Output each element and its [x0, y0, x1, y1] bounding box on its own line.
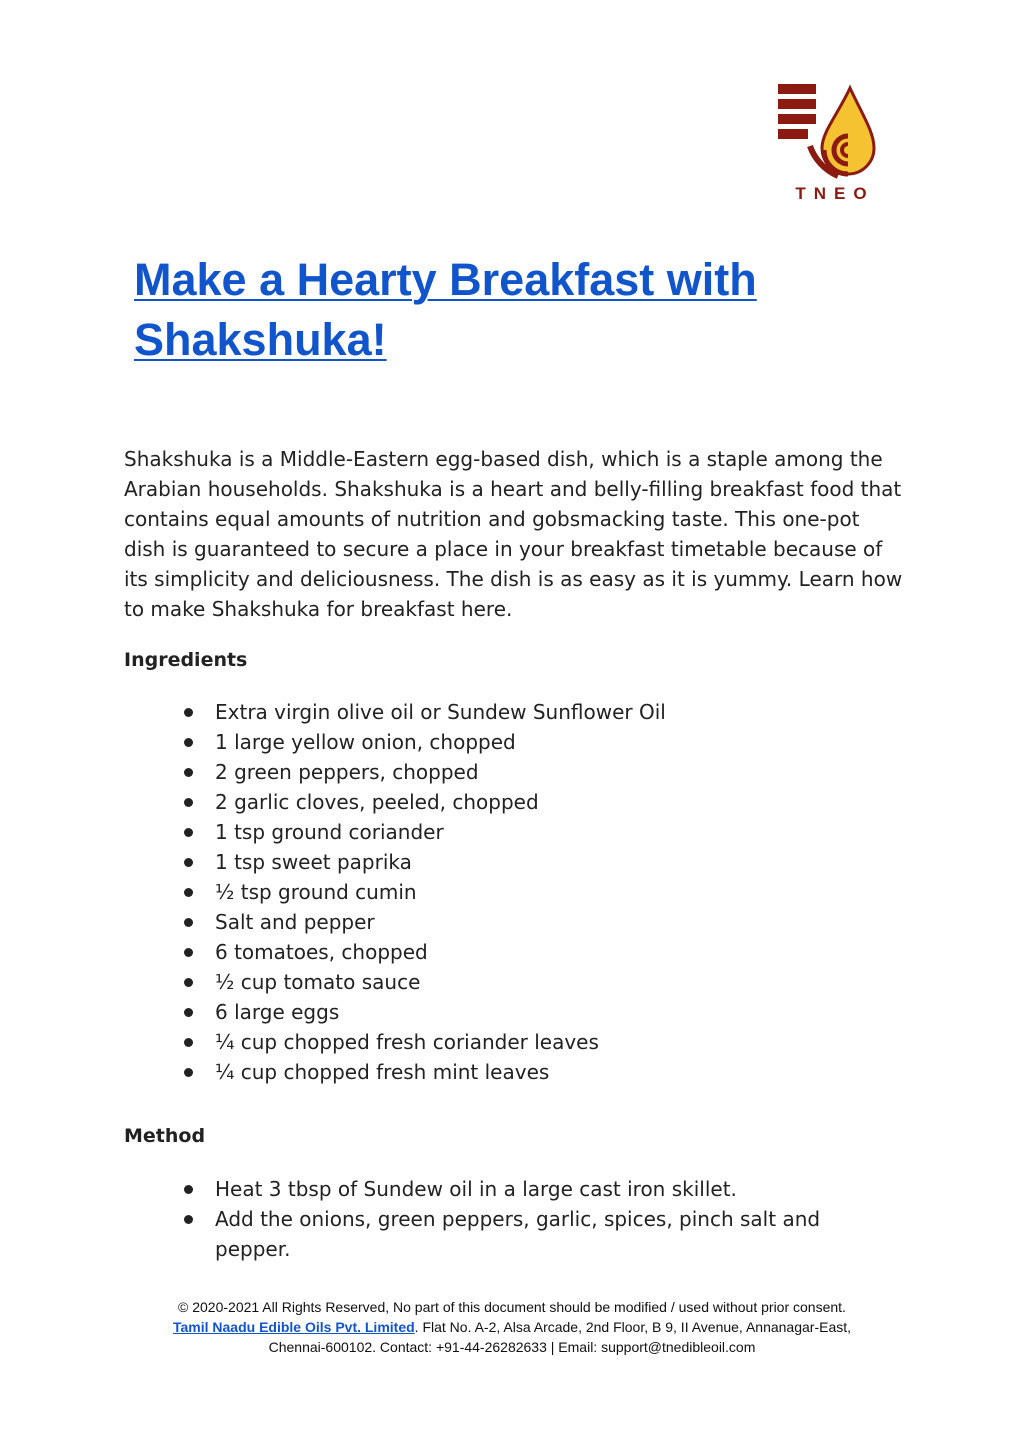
- ingredient-item: Salt and pepper: [181, 907, 881, 937]
- ingredient-item: 1 tsp sweet paprika: [181, 847, 881, 877]
- ingredient-item: Extra virgin olive oil or Sundew Sunflower Oil: [181, 697, 881, 727]
- ingredient-item: 6 large eggs: [181, 997, 881, 1027]
- ingredient-item: 1 tsp ground coriander: [181, 817, 881, 847]
- copyright-text: © 2020-2021 All Rights Reserved, No part of this document should be modified / used without prior consent.: [178, 1299, 846, 1315]
- ingredient-item: 6 tomatoes, chopped: [181, 937, 881, 967]
- method-list: [181, 1174, 881, 1264]
- company-link[interactable]: Tamil Naadu Edible Oils Pvt. Limited: [172, 1319, 415, 1335]
- intro-paragraph: Shakshuka is a Middle-Eastern egg-based dish, which is a staple among the Arabian households. Shakshuka is a heart and belly-filling breakfast food that contains equal amounts of nutrition and gobsmacking taste. This one-pot dish is guaranteed to secure a place in your breakfast timetable because of its simplicity and deliciousness. The dish is as easy as it is yummy. Learn how to make Shakshuka for breakfast here.: [124, 447, 903, 621]
- ingredients-heading: Ingredients: [124, 649, 248, 671]
- footer-address-line: [112, 1317, 912, 1337]
- ingredient-item: ¼ cup chopped fresh mint leaves: [181, 1057, 881, 1087]
- ingredient-item: 2 green peppers, chopped: [181, 757, 881, 787]
- method-step: Add the onions, green peppers, garlic, spices, pinch salt and pepper.: [181, 1204, 881, 1264]
- page-footer: [112, 1297, 912, 1357]
- tneo-logo: [776, 84, 886, 206]
- ingredient-item: ½ tsp ground cumin: [181, 877, 881, 907]
- ingredient-item: ½ cup tomato sauce: [181, 967, 881, 997]
- logo-wordmark: TNEO: [795, 184, 875, 203]
- ingredients-list: [181, 697, 881, 1087]
- contact-text: Chennai-600102. Contact: +91-44-26282633 | Email: support@tnedibleoil.com: [268, 1339, 756, 1355]
- ingredient-item: 1 large yellow onion, chopped: [181, 727, 881, 757]
- address-text: . Flat No. A-2, Alsa Arcade, 2nd Floor, B 9, II Avenue, Annanagar-East,: [414, 1319, 852, 1335]
- method-step: Heat 3 tbsp of Sundew oil in a large cast iron skillet.: [181, 1174, 881, 1204]
- ingredient-item: ¼ cup chopped fresh coriander leaves: [181, 1027, 881, 1057]
- ingredient-item: 2 garlic cloves, peeled, chopped: [181, 787, 881, 817]
- article-title-link[interactable]: Make a Hearty Breakfast with Shakshuka!: [134, 254, 757, 365]
- oil-drop-logo-icon: [776, 84, 886, 180]
- method-heading: Method: [124, 1125, 206, 1147]
